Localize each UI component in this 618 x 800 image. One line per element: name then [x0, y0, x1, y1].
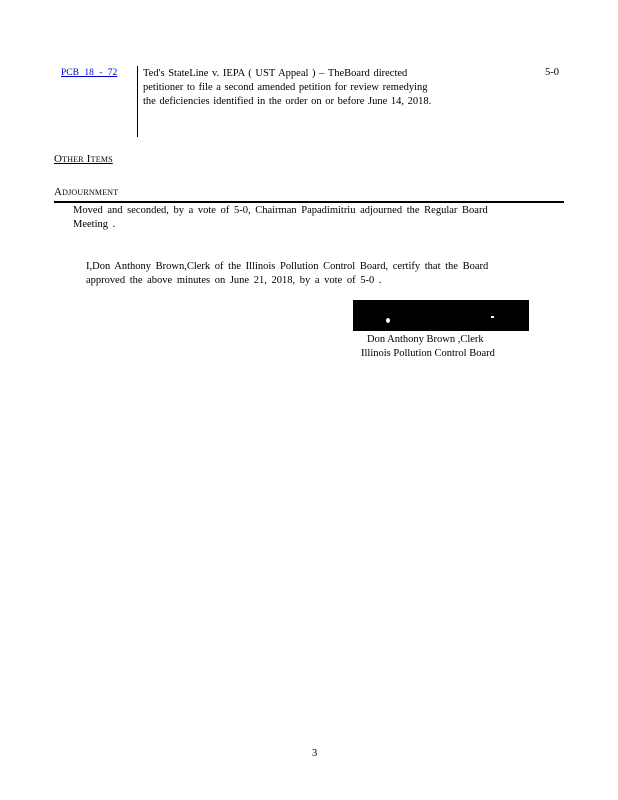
- adjournment-line-2: Meeting .: [73, 219, 116, 230]
- clerk-organization: Illinois Pollution Control Board: [361, 348, 495, 359]
- redacted-signature: [353, 300, 529, 331]
- certification-line-2: approved the above minutes on June 21, 2018, by a vote of 5-0 .: [86, 275, 382, 286]
- adjournment-heading: Adjournment: [54, 186, 119, 198]
- case-description-line-3: the deficiencies identified in the order on or before June 14, 2018.: [143, 96, 432, 107]
- section-rule: [54, 201, 564, 203]
- signature-mark-2: [491, 316, 494, 318]
- certification-line-1: I,Don Anthony Brown,Clerk of the Illinois Pollution Control Board, certify that the Board: [86, 261, 489, 272]
- case-description-line-2: petitioner to file a second amended petition for review remedying: [143, 82, 428, 93]
- page-number: 3: [312, 748, 318, 759]
- signature-mark: [386, 318, 390, 323]
- adjournment-line-1: Moved and seconded, by a vote of 5-0, Chairman Papadimitriu adjourned the Regular Board: [73, 205, 488, 216]
- case-vote: 5-0: [545, 67, 559, 78]
- case-docket-link[interactable]: PCB 18 - 72: [61, 68, 118, 78]
- clerk-name: Don Anthony Brown ,Clerk: [367, 334, 484, 345]
- case-description-line-1: Ted's StateLine v. IEPA ( UST Appeal ) – TheBoard directed: [143, 68, 408, 79]
- other-items-heading: Other Items: [54, 153, 113, 165]
- column-divider: [137, 66, 138, 137]
